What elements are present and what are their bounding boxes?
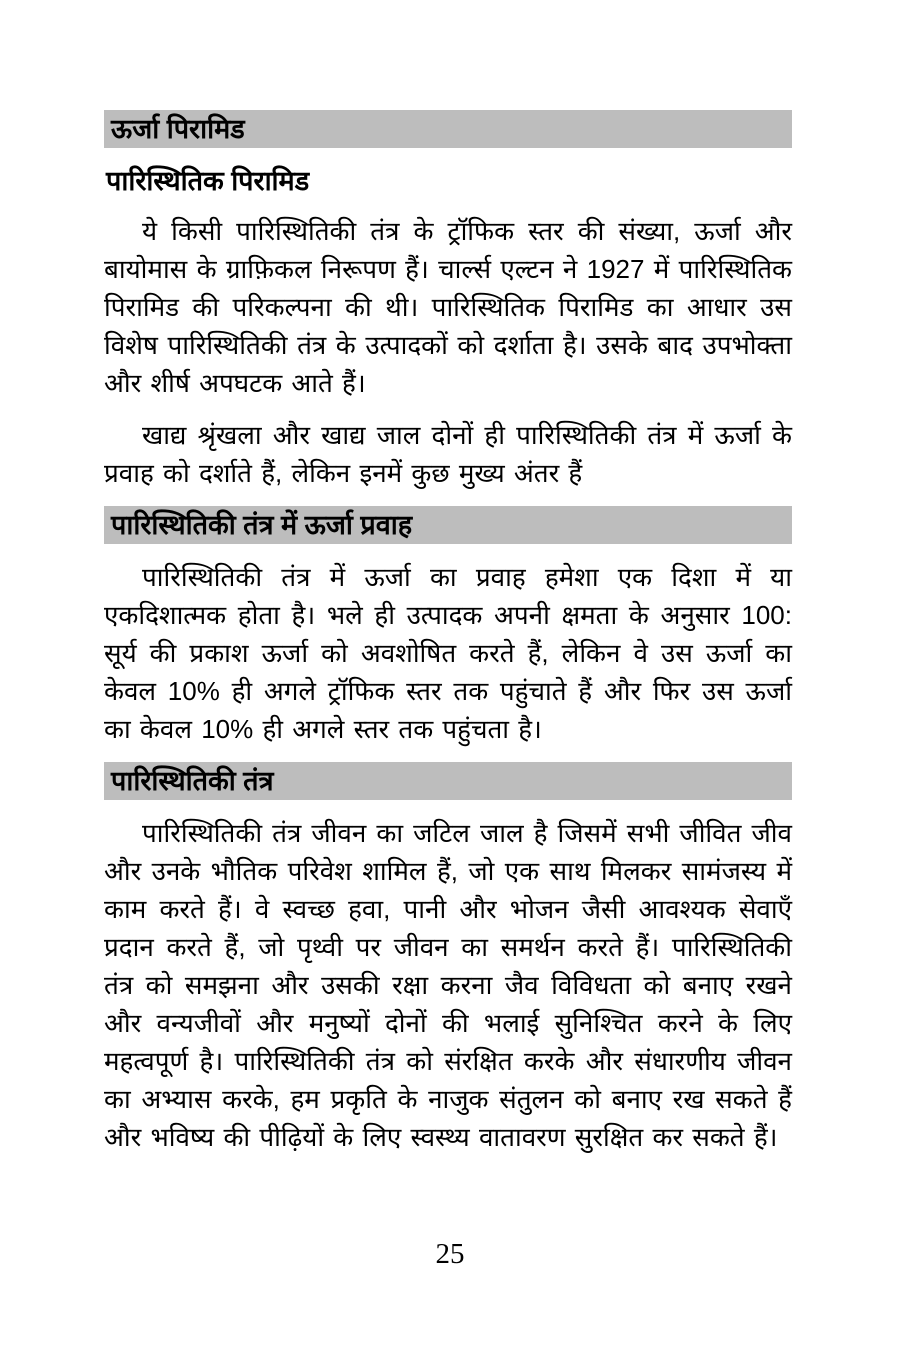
subheading-ecological-pyramid: पारिस्थितिक पिरामिड xyxy=(106,166,310,196)
section-heading-ecosystem: पारिस्थितिकी तंत्र xyxy=(104,762,792,800)
section-heading-energy-flow: पारिस्थितिकी तंत्र में ऊर्जा प्रवाह xyxy=(104,506,792,544)
paragraph-ecological-pyramid-1: ये किसी पारिस्थितिकी तंत्र के ट्रॉफिक स्तर की संख्या, ऊर्जा और बायोमास के ग्राफ़िकल निरूपण हैं। चार्ल्स एल्टन ने 1927 में पारिस्थितिक पिरामिड की परिकल्पना की थी। पारिस्थितिक पिरामिड का आधार उस विशेष पारिस्थितिकी तंत्र के उत्पादकों को दर्शाता है। उसके बाद उपभोक्ता और शीर्ष अपघटक आते हैं। xyxy=(104,216,792,398)
text-column xyxy=(104,110,792,1170)
section-heading-energy-pyramid: ऊर्जा पिरामिड xyxy=(104,110,792,148)
paragraph-energy-flow: पारिस्थितिकी तंत्र में ऊर्जा का प्रवाह हमेशा एक दिशा में या एकदिशात्मक होता है। भले ही उत्पादक अपनी क्षमता के अनुसार 100: सूर्य की प्रकाश ऊर्जा को अवशोषित करते हैं, लेकिन वे उस ऊर्जा का केवल 10% ही अगले ट्रॉफिक स्तर तक पहुंचाते हैं और फिर उस ऊर्जा का केवल 10% ही अगले स्तर तक पहुंचता है। xyxy=(104,562,792,744)
page-number: 25 xyxy=(435,1238,465,1270)
paragraph-ecosystem: पारिस्थितिकी तंत्र जीवन का जटिल जाल है जिसमें सभी जीवित जीव और उनके भौतिक परिवेश शामिल हैं, जो एक साथ मिलकर सामंजस्य में काम करते हैं। वे स्वच्छ हवा, पानी और भोजन जैसी आवश्यक सेवाएँ प्रदान करते हैं, जो पृथ्वी पर जीवन का समर्थन करते हैं। पारिस्थितिकी तंत्र को समझना और उसकी रक्षा करना जैव विविधता को बनाए रखने और वन्यजीवों और मनुष्यों दोनों की भलाई सुनिश्चित करने के लिए महत्वपूर्ण है। पारिस्थितिकी तंत्र को संरक्षित करके और संधारणीय जीवन का अभ्यास करके, हम प्रकृति के नाजुक संतुलन को बनाए रख सकते हैं और भविष्य की पीढ़ियों के लिए स्वस्थ्य वातावरण सुरक्षित कर सकते हैं। xyxy=(104,818,792,1152)
paragraph-ecological-pyramid-2: खाद्य श्रृंखला और खाद्य जाल दोनों ही पारिस्थितिकी तंत्र में ऊर्जा के प्रवाह को दर्शाते हैं, लेकिन इनमें कुछ मुख्य अंतर हैं xyxy=(104,420,792,488)
